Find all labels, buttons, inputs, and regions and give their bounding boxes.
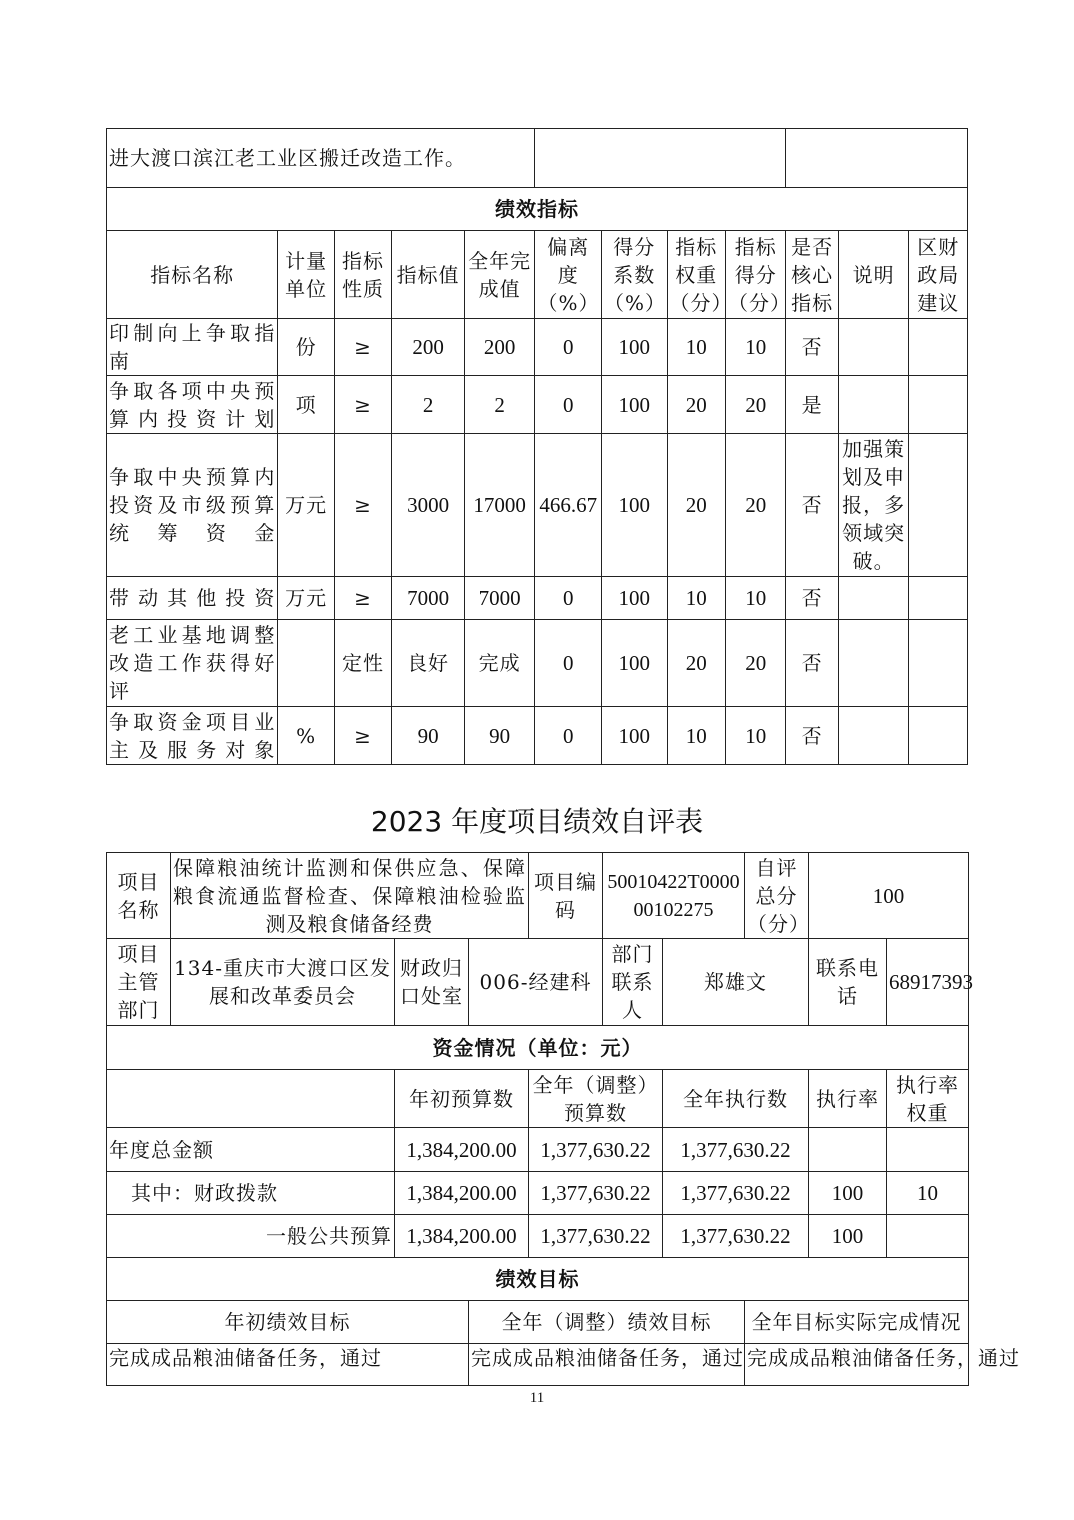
header-score: 指标得分（分） (725, 231, 785, 319)
indicator-nature: 定性 (334, 620, 391, 707)
indicator-core: 否 (786, 319, 838, 376)
indicator-advice (909, 319, 968, 376)
header-core: 是否核心指标 (786, 231, 838, 319)
indicator-deviation: 0 (535, 577, 602, 620)
project-code-label: 项目编码 (529, 853, 603, 939)
funds-executed: 1,377,630.22 (663, 1172, 809, 1215)
indicator-deviation: 0 (535, 319, 602, 376)
phone: 68917393 (887, 939, 969, 1026)
indicator-advice (909, 707, 968, 765)
indicator-score: 10 (725, 707, 785, 765)
funds-adjusted: 1,377,630.22 (529, 1215, 663, 1258)
indicator-advice (909, 577, 968, 620)
contact-label: 部门联系人 (603, 939, 663, 1026)
indicator-deviation: 0 (535, 620, 602, 707)
indicator-name: 老工业基地调整改造工作获得好评 (107, 620, 278, 707)
department-row (107, 939, 969, 1026)
continuation-text: 进大渡口滨江老工业区搬迁改造工作。 (107, 129, 535, 188)
funds-header-adjusted: 全年（调整）预算数 (529, 1070, 663, 1128)
funds-initial: 1,384,200.00 (395, 1172, 529, 1215)
indicator-actual: 2 (464, 376, 535, 434)
goal-actual-text: 完成成品粮油储备任务，通过 (745, 1344, 969, 1386)
goals-row (107, 1344, 969, 1386)
indicator-note (838, 577, 909, 620)
funds-header-initial: 年初预算数 (395, 1070, 529, 1128)
goals-title: 绩效目标 (107, 1258, 969, 1301)
goal-adjusted-text: 完成成品粮油储备任务，通过 (469, 1344, 745, 1386)
indicator-note (838, 376, 909, 434)
indicator-note: 加强策划及申报，多领域突破。 (838, 434, 909, 577)
indicator-actual: 200 (464, 319, 535, 376)
header-row (107, 231, 968, 319)
indicator-advice (909, 620, 968, 707)
funds-header-weight: 执行率权重 (887, 1070, 969, 1128)
indicator-coef: 100 (602, 577, 668, 620)
self-evaluation-title: 2023 年度项目绩效自评表 (370, 805, 704, 838)
funds-rate: 100 (809, 1172, 887, 1215)
goals-header-initial: 年初绩效目标 (107, 1301, 469, 1344)
indicator-weight: 20 (667, 620, 725, 707)
goals-header-row (107, 1301, 969, 1344)
indicator-note (838, 707, 909, 765)
continuation-middle (535, 129, 786, 188)
goal-initial-text: 完成成品粮油储备任务，通过 (107, 1344, 469, 1386)
indicator-weight: 20 (667, 434, 725, 577)
indicator-core: 否 (786, 434, 838, 577)
indicator-target: 7000 (392, 577, 465, 620)
indicator-target: 良好 (392, 620, 465, 707)
funds-row (107, 1128, 969, 1172)
indicator-advice (909, 376, 968, 434)
funds-rate: 100 (809, 1215, 887, 1258)
self-score-label: 自评总分（分） (745, 853, 809, 939)
indicator-deviation: 466.67 (535, 434, 602, 577)
indicator-coef: 100 (602, 319, 668, 376)
funds-header-executed: 全年执行数 (663, 1070, 809, 1128)
indicator-nature: ≥ (334, 434, 391, 577)
funds-adjusted: 1,377,630.22 (529, 1172, 663, 1215)
funds-rate (809, 1128, 887, 1172)
indicator-score: 20 (725, 434, 785, 577)
indicator-actual: 90 (464, 707, 535, 765)
indicator-coef: 100 (602, 434, 668, 577)
project-name-label: 项目名称 (107, 853, 171, 939)
indicator-actual: 17000 (464, 434, 535, 577)
indicator-unit: 项 (278, 376, 334, 434)
indicator-name: 争取中央预算内投资及市级预算统筹资金 (107, 434, 278, 577)
funds-weight (887, 1128, 969, 1172)
indicator-unit (278, 620, 334, 707)
indicator-coef: 100 (602, 620, 668, 707)
indicator-score: 10 (725, 319, 785, 376)
funds-row-label: 一般公共预算 (107, 1215, 395, 1258)
indicator-core: 否 (786, 620, 838, 707)
funds-title-row (107, 1026, 969, 1070)
self-score: 100 (809, 853, 969, 939)
table-row (107, 620, 968, 707)
indicator-name: 带动其他投资 (107, 577, 278, 620)
table-row (107, 434, 968, 577)
project-name: 保障粮油统计监测和保供应急、保障粮食流通监督检查、保障粮油检验监测及粮食储备经费 (171, 853, 529, 939)
indicator-core: 是 (786, 376, 838, 434)
indicator-unit: 份 (278, 319, 334, 376)
indicator-target: 3000 (392, 434, 465, 577)
indicator-weight: 10 (667, 577, 725, 620)
indicator-note (838, 620, 909, 707)
funds-row-label: 年度总金额 (107, 1128, 395, 1172)
goals-header-actual: 全年目标实际完成情况 (745, 1301, 969, 1344)
header-weight: 指标权重（分） (667, 231, 725, 319)
indicator-target: 90 (392, 707, 465, 765)
finance-office: 006-经建科 (469, 939, 603, 1026)
continuation-row (107, 129, 968, 188)
dept: 134-重庆市大渡口区发展和改革委员会 (171, 939, 395, 1026)
indicator-weight: 20 (667, 376, 725, 434)
indicator-weight: 10 (667, 319, 725, 376)
indicator-unit: 万元 (278, 434, 334, 577)
indicator-actual: 完成 (464, 620, 535, 707)
header-indicator-name: 指标名称 (107, 231, 278, 319)
funds-row (107, 1172, 969, 1215)
section-title: 绩效指标 (107, 188, 968, 231)
header-target: 指标值 (392, 231, 465, 319)
header-deviation: 偏离度（%） (535, 231, 602, 319)
indicator-score: 20 (725, 376, 785, 434)
header-actual: 全年完成值 (464, 231, 535, 319)
indicator-score: 10 (725, 577, 785, 620)
indicator-unit: % (278, 707, 334, 765)
indicator-nature: ≥ (334, 376, 391, 434)
funds-weight: 10 (887, 1172, 969, 1215)
funds-header-row (107, 1070, 969, 1128)
contact: 郑雄文 (663, 939, 809, 1026)
goals-header-adjusted: 全年（调整）绩效目标 (469, 1301, 745, 1344)
indicator-unit: 万元 (278, 577, 334, 620)
indicator-coef: 100 (602, 707, 668, 765)
funds-weight (887, 1215, 969, 1258)
self-evaluation-table (106, 852, 1020, 1386)
indicator-deviation: 0 (535, 376, 602, 434)
continuation-right (786, 129, 968, 188)
indicator-weight: 10 (667, 707, 725, 765)
indicator-name: 争取各项中央预算内投资计划 (107, 376, 278, 434)
indicator-core: 否 (786, 707, 838, 765)
project-info-row (107, 853, 969, 939)
funds-initial: 1,384,200.00 (395, 1128, 529, 1172)
funds-row-label: 其中：财政拨款 (107, 1172, 395, 1215)
indicator-note (838, 319, 909, 376)
table-row (107, 577, 968, 620)
indicator-coef: 100 (602, 376, 668, 434)
indicator-target: 2 (392, 376, 465, 434)
indicator-nature: ≥ (334, 707, 391, 765)
indicator-target: 200 (392, 319, 465, 376)
indicator-nature: ≥ (334, 577, 391, 620)
performance-indicator-table (106, 128, 968, 765)
funds-row (107, 1215, 969, 1258)
finance-office-label: 财政归口处室 (395, 939, 469, 1026)
funds-initial: 1,384,200.00 (395, 1215, 529, 1258)
dept-label: 项目主管部门 (107, 939, 171, 1026)
goals-title-row (107, 1258, 969, 1301)
header-unit: 计量单位 (278, 231, 334, 319)
header-coef: 得分系数（%） (602, 231, 668, 319)
funds-title: 资金情况（单位：元） (107, 1026, 969, 1070)
header-advice: 区财政局建议 (909, 231, 968, 319)
indicator-advice (909, 434, 968, 577)
funds-executed: 1,377,630.22 (663, 1215, 809, 1258)
indicator-nature: ≥ (334, 319, 391, 376)
section-title-row (107, 188, 968, 231)
indicator-actual: 7000 (464, 577, 535, 620)
project-code: 50010422T000000102275 (603, 853, 745, 939)
table-row (107, 319, 968, 376)
funds-adjusted: 1,377,630.22 (529, 1128, 663, 1172)
table-row (107, 376, 968, 434)
indicator-core: 否 (786, 577, 838, 620)
funds-header-rate: 执行率 (809, 1070, 887, 1128)
header-nature: 指标性质 (334, 231, 391, 319)
indicator-deviation: 0 (535, 707, 602, 765)
indicator-name: 印制向上争取指南 (107, 319, 278, 376)
page-number: 11 (529, 1390, 545, 1406)
indicator-name: 争取资金项目业主及服务对象 (107, 707, 278, 765)
table-row (107, 707, 968, 765)
funds-header-blank (107, 1070, 395, 1128)
indicator-score: 20 (725, 620, 785, 707)
funds-executed: 1,377,630.22 (663, 1128, 809, 1172)
phone-label: 联系电话 (809, 939, 887, 1026)
header-note: 说明 (838, 231, 909, 319)
